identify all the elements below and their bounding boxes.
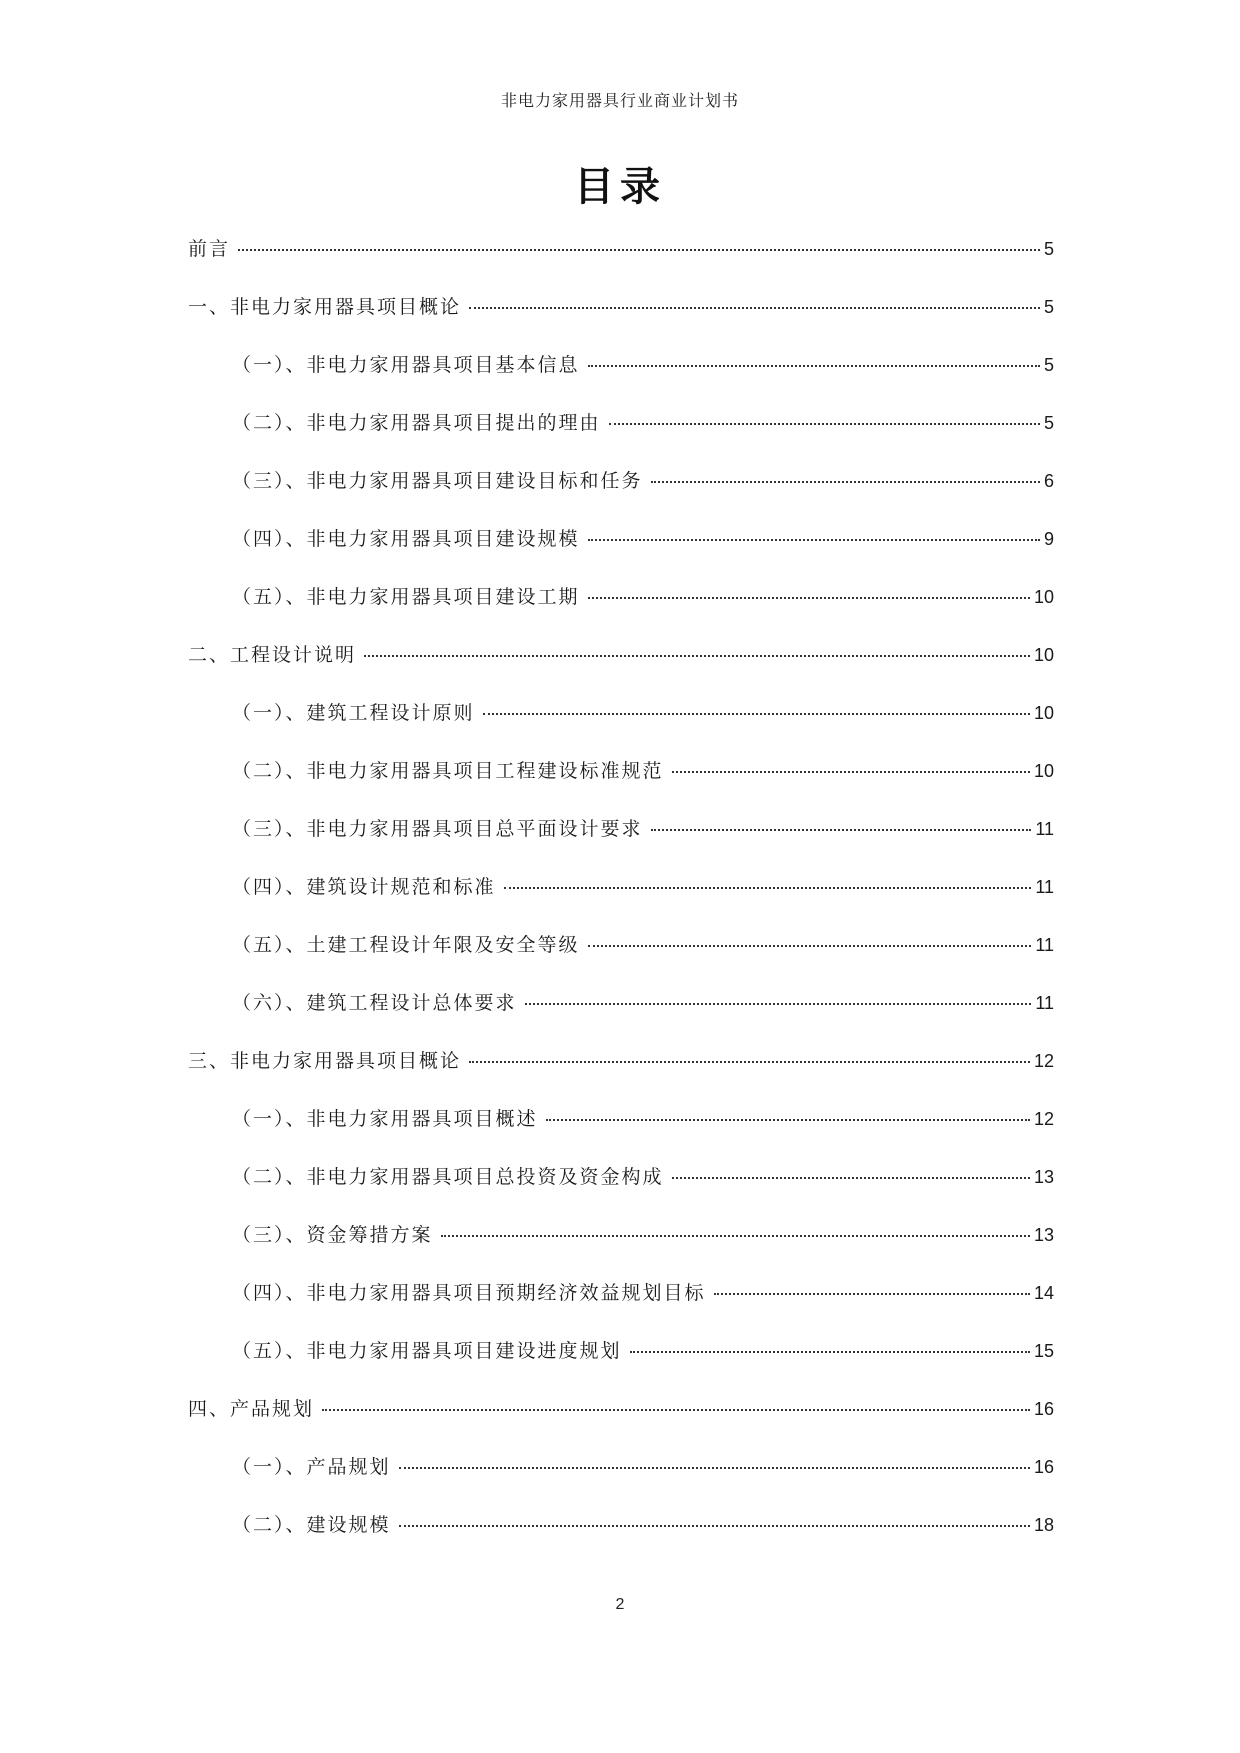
- toc-entry-page: 16: [1033, 1399, 1054, 1419]
- toc-dot-leader: [525, 1003, 1032, 1005]
- toc-dot-leader: [672, 771, 1030, 773]
- toc-entry[interactable]: [188, 930, 1054, 988]
- toc-entry-page: 11: [1035, 877, 1054, 897]
- running-header: 非电力家用器具行业商业计划书: [500, 91, 739, 110]
- toc-dot-leader: [441, 1235, 1030, 1237]
- toc-entry[interactable]: [188, 1104, 1054, 1162]
- toc-dot-leader: [651, 481, 1040, 483]
- toc-dot-leader: [469, 307, 1040, 309]
- toc-entry-page: 16: [1033, 1457, 1054, 1477]
- toc-dot-leader: [588, 945, 1032, 947]
- toc-dot-leader: [672, 1177, 1030, 1179]
- toc-dot-leader: [588, 597, 1030, 599]
- toc-entry[interactable]: [188, 350, 1054, 408]
- toc-entry-label: （三）、非电力家用器具项目建设目标和任务: [232, 470, 643, 492]
- toc-entry-page: 9: [1043, 529, 1054, 549]
- toc-dot-leader: [546, 1119, 1030, 1121]
- toc-entry-label: （六）、建筑工程设计总体要求: [232, 992, 517, 1014]
- toc-entry-label: 四、产品规划: [188, 1398, 315, 1420]
- toc-entry[interactable]: [188, 1162, 1054, 1220]
- toc-dot-leader: [504, 887, 1032, 889]
- toc-entry[interactable]: [188, 814, 1054, 872]
- toc-entry[interactable]: [188, 234, 1054, 292]
- toc-entry[interactable]: [188, 292, 1054, 350]
- toc-entry[interactable]: [188, 1394, 1054, 1452]
- toc-entry-label: （四）、建筑设计规范和标准: [232, 876, 496, 898]
- toc-entry-page: 14: [1033, 1283, 1054, 1303]
- toc-entry[interactable]: [188, 640, 1054, 698]
- toc-entry[interactable]: [188, 698, 1054, 756]
- toc-entry[interactable]: [188, 1220, 1054, 1278]
- toc-entry-label: 二、工程设计说明: [188, 644, 357, 666]
- toc-entry-page: 11: [1035, 993, 1054, 1013]
- toc-entry[interactable]: [188, 466, 1054, 524]
- toc-entry-page: 11: [1035, 819, 1054, 839]
- toc-entry-label: （二）、非电力家用器具项目总投资及资金构成: [232, 1166, 664, 1188]
- table-of-contents: [188, 234, 1054, 1568]
- toc-dot-leader: [588, 539, 1040, 541]
- page-number: 2: [615, 1596, 625, 1613]
- toc-entry-label: 前言: [188, 238, 231, 260]
- toc-entry-page: 6: [1043, 471, 1054, 491]
- toc-dot-leader: [714, 1293, 1030, 1295]
- toc-entry-page: 10: [1033, 703, 1054, 723]
- toc-entry-page: 13: [1033, 1167, 1054, 1187]
- toc-entry-page: 11: [1035, 935, 1054, 955]
- toc-entry-label: 一、非电力家用器具项目概论: [188, 296, 462, 318]
- toc-dot-leader: [651, 829, 1032, 831]
- toc-entry-page: 12: [1033, 1051, 1054, 1071]
- toc-entry-label: （四）、非电力家用器具项目预期经济效益规划目标: [232, 1282, 706, 1304]
- toc-entry[interactable]: [188, 872, 1054, 930]
- toc-entry-label: （二）、非电力家用器具项目提出的理由: [232, 412, 601, 434]
- toc-entry-label: （一）、非电力家用器具项目概述: [232, 1108, 538, 1130]
- toc-entry-label: （二）、非电力家用器具项目工程建设标准规范: [232, 760, 664, 782]
- toc-entry-label: （五）、土建工程设计年限及安全等级: [232, 934, 580, 956]
- toc-dot-leader: [630, 1351, 1030, 1353]
- toc-entry-label: 三、非电力家用器具项目概论: [188, 1050, 462, 1072]
- toc-dot-leader: [609, 423, 1040, 425]
- toc-dot-leader: [469, 1061, 1030, 1063]
- toc-entry-page: 5: [1043, 355, 1054, 375]
- toc-dot-leader: [588, 365, 1040, 367]
- toc-entry-page: 10: [1033, 587, 1054, 607]
- toc-dot-leader: [483, 713, 1030, 715]
- toc-entry-label: （一）、产品规划: [232, 1456, 391, 1478]
- toc-entry-page: 18: [1033, 1515, 1054, 1535]
- toc-entry-page: 10: [1033, 645, 1054, 665]
- toc-entry-label: （四）、非电力家用器具项目建设规模: [232, 528, 580, 550]
- toc-entry-label: （三）、资金筹措方案: [232, 1224, 433, 1246]
- toc-entry-page: 5: [1043, 297, 1054, 317]
- toc-entry-page: 13: [1033, 1225, 1054, 1245]
- toc-entry-label: （一）、非电力家用器具项目基本信息: [232, 354, 580, 376]
- toc-entry[interactable]: [188, 1278, 1054, 1336]
- toc-dot-leader: [322, 1409, 1030, 1411]
- toc-dot-leader: [364, 655, 1030, 657]
- toc-entry-page: 15: [1033, 1341, 1054, 1361]
- toc-entry-page: 5: [1043, 239, 1054, 259]
- toc-entry-label: （二）、建设规模: [232, 1514, 391, 1536]
- toc-entry-label: （一）、建筑工程设计原则: [232, 702, 475, 724]
- toc-entry-page: 12: [1033, 1109, 1054, 1129]
- toc-entry[interactable]: [188, 756, 1054, 814]
- toc-dot-leader: [399, 1467, 1030, 1469]
- toc-entry-label: （五）、非电力家用器具项目建设工期: [232, 586, 580, 608]
- toc-entry-label: （三）、非电力家用器具项目总平面设计要求: [232, 818, 643, 840]
- toc-entry[interactable]: [188, 1046, 1054, 1104]
- toc-dot-leader: [399, 1525, 1030, 1527]
- toc-entry[interactable]: [188, 988, 1054, 1046]
- toc-entry-page: 5: [1043, 413, 1054, 433]
- toc-entry-page: 10: [1033, 761, 1054, 781]
- toc-dot-leader: [238, 249, 1040, 251]
- toc-entry[interactable]: [188, 408, 1054, 466]
- toc-title: 目录: [574, 163, 666, 210]
- toc-entry[interactable]: [188, 582, 1054, 640]
- toc-entry[interactable]: [188, 1452, 1054, 1510]
- toc-entry[interactable]: [188, 1510, 1054, 1568]
- toc-entry-label: （五）、非电力家用器具项目建设进度规划: [232, 1340, 622, 1362]
- toc-entry[interactable]: [188, 524, 1054, 582]
- toc-entry[interactable]: [188, 1336, 1054, 1394]
